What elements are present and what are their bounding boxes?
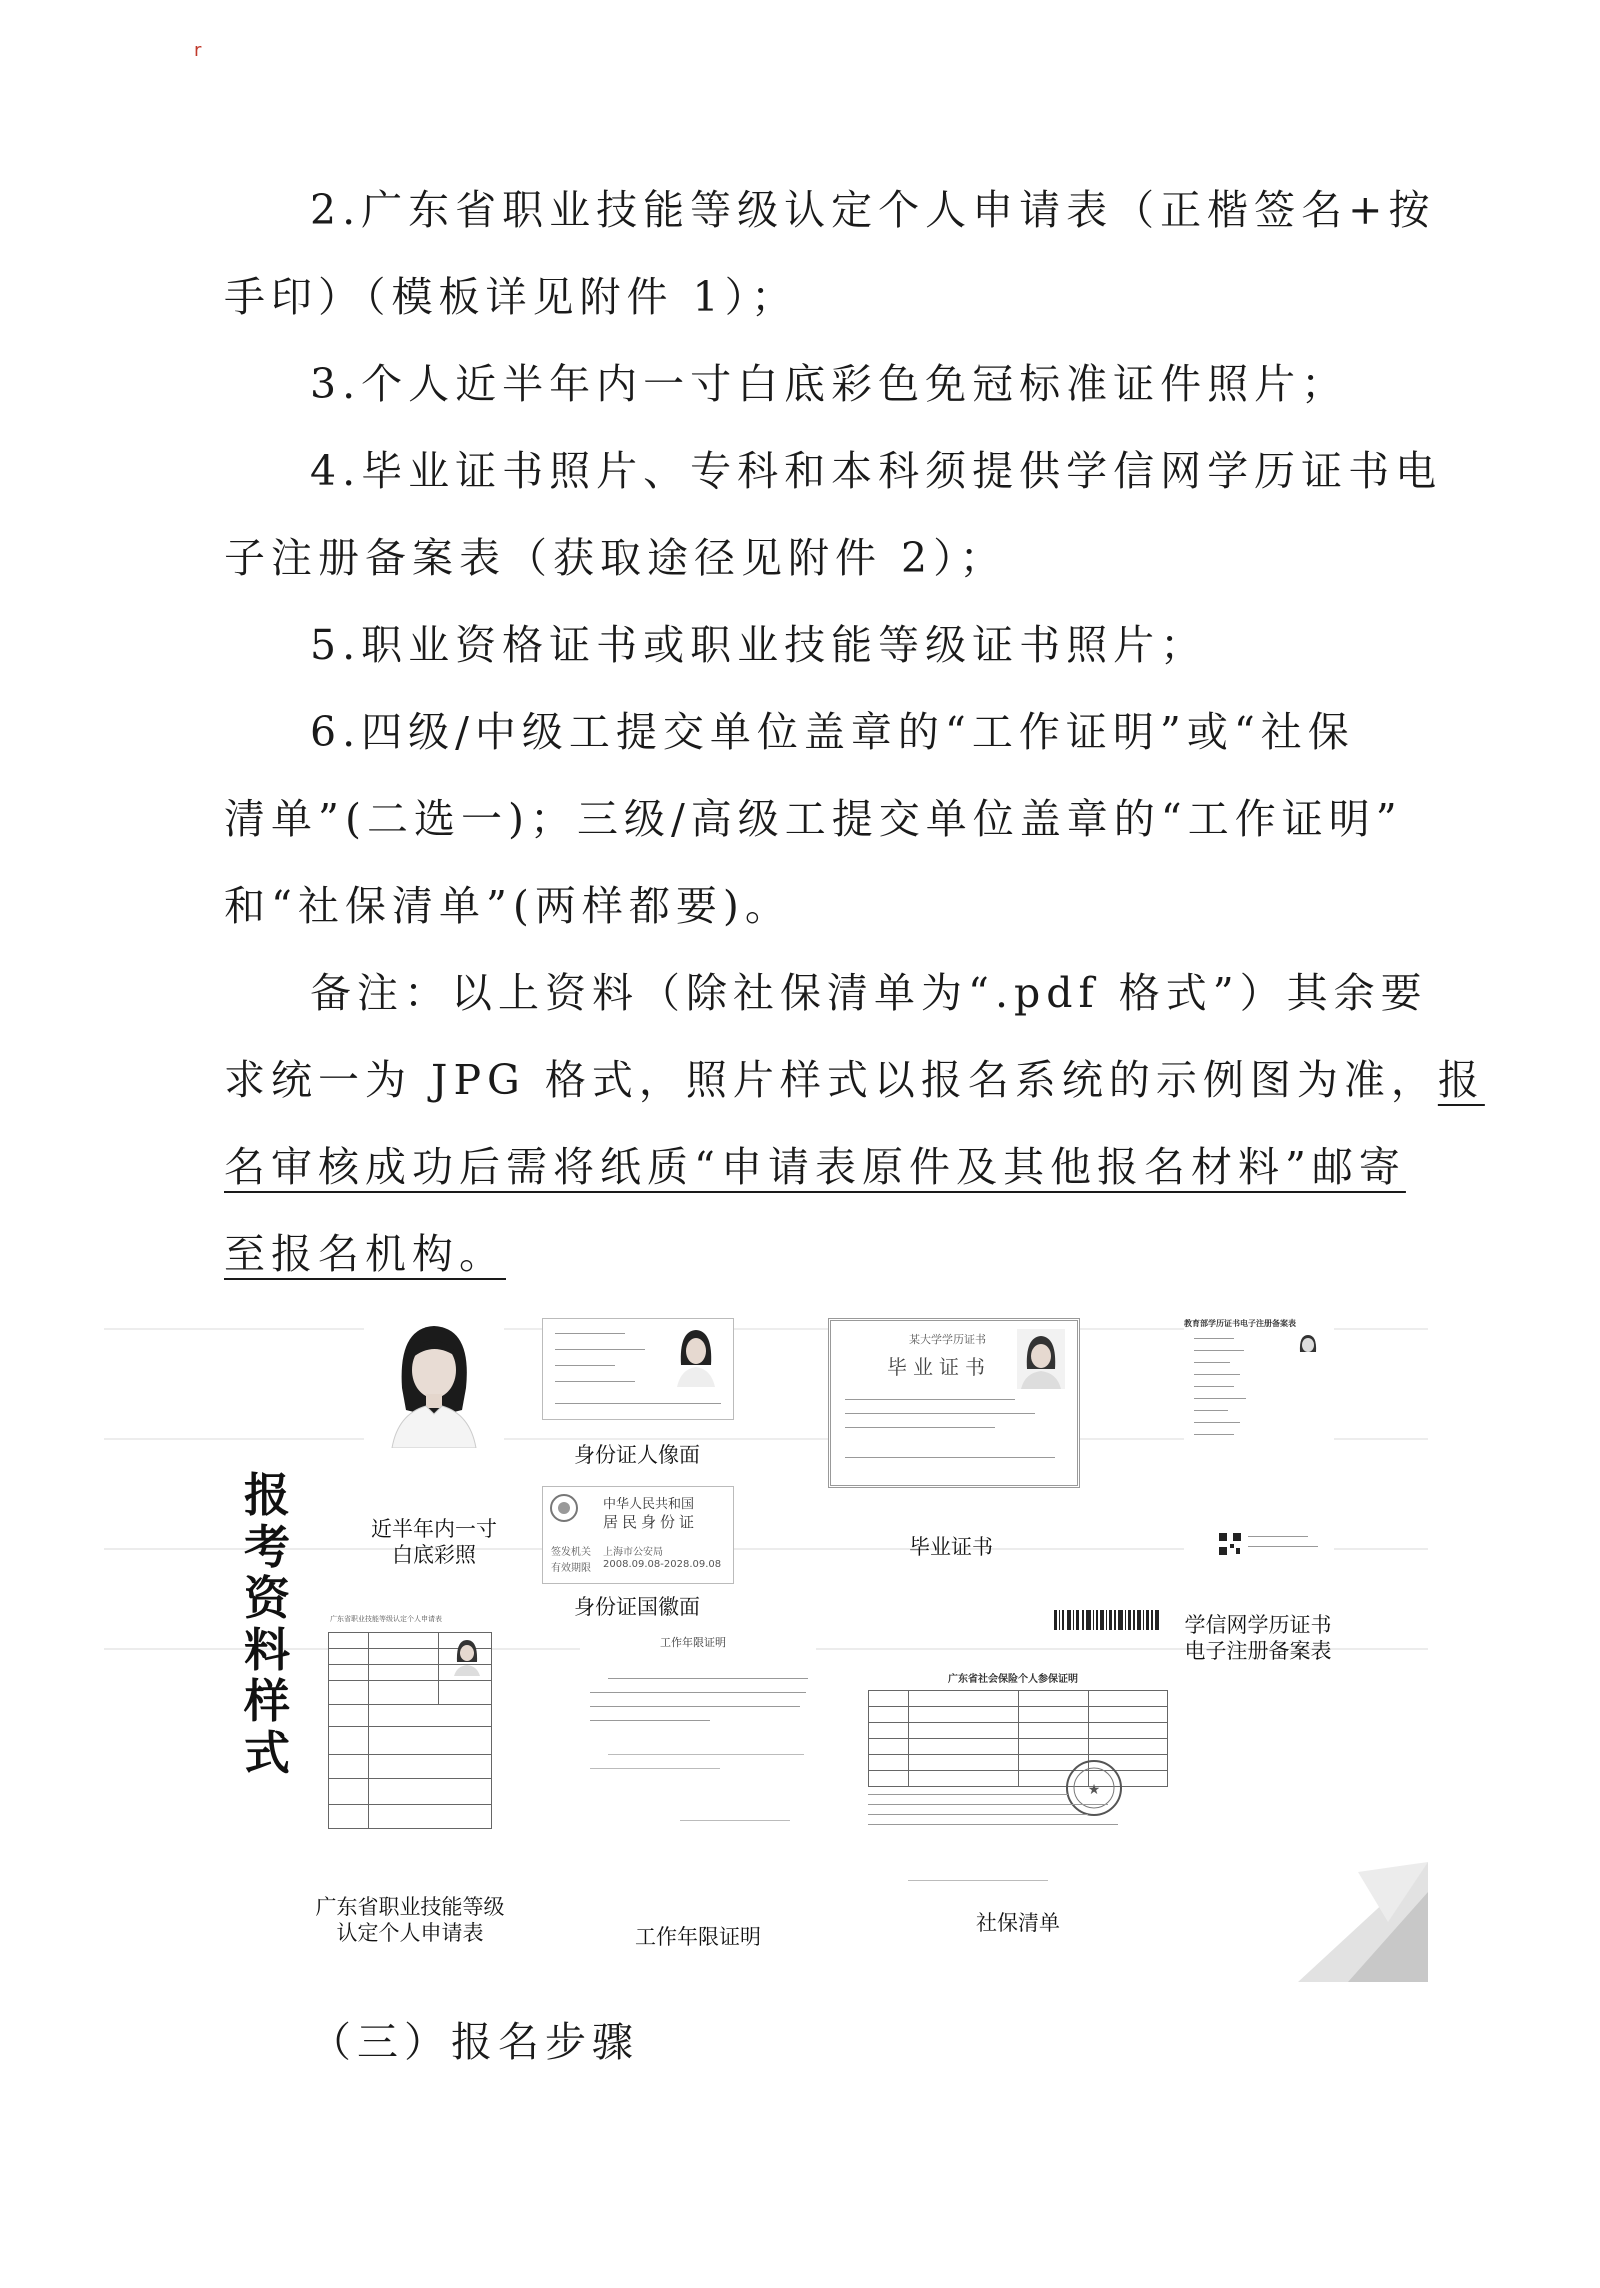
chsi-record (1184, 1318, 1334, 1588)
vtitle-char-1: 报 (244, 1468, 290, 1522)
vtitle-char-6: 式 (244, 1725, 290, 1780)
svg-text:★: ★ (1087, 1782, 1101, 1798)
id-card-front (542, 1318, 734, 1420)
item-6-line-2: 清单”(二选一)；三级/高级工提交单位盖章的“工作证明” (224, 795, 1403, 843)
note-line-3: 名审核成功后需将纸质“申请表原件及其他报名材料”邮寄 (224, 1143, 1406, 1191)
item-4-line-2: 子注册备案表（获取途径见附件 2）； (224, 534, 1007, 582)
note-line-2-underlined: 报 (1437, 1056, 1485, 1104)
vtitle-char-5: 样 (244, 1674, 290, 1729)
figure-vertical-title (238, 1470, 296, 1779)
id-back-country: 中华人民共和国 (603, 1497, 695, 1512)
corner-mark: r (194, 40, 202, 61)
caption-diploma: 毕业证书 (909, 1535, 993, 1559)
item-2-line-2: 手印）（模板详见附件 1）； (224, 273, 799, 321)
app-form-title: 广东省职业技能等级认定个人申请表 (330, 1615, 442, 1623)
item-5: 5.职业资格证书或职业技能等级证书照片； (310, 621, 1208, 669)
caption-photo-line-1: 近半年内一寸 (371, 1517, 497, 1541)
caption-chsi-line-1: 学信网学历证书 (1184, 1613, 1332, 1637)
caption-chsi-line-2: 电子注册备案表 (1184, 1639, 1332, 1664)
id-card-back (542, 1486, 734, 1584)
note-line-1: 备注：以上资料（除社保清单为“.pdf 格式”）其余要 (310, 969, 1428, 1017)
caption-id-front: 身份证人像面 (574, 1443, 700, 1467)
sample-materials-figure (224, 1318, 1428, 1982)
chsi-barcode (1054, 1610, 1162, 1630)
note-line-2-text: 求统一为 JPG 格式，照片样式以报名系统的示例图为准， (224, 1056, 1438, 1104)
item-3: 3.个人近半年内一寸白底彩色免冠标准证件照片； (310, 360, 1349, 408)
caption-id-back: 身份证国徽面 (574, 1595, 700, 1619)
caption-social-security: 社保清单 (976, 1911, 1060, 1935)
ss-title: 广东省社会保险个人参保证明 (948, 1674, 1078, 1685)
note-line-2 (224, 1056, 1485, 1104)
note-line-4: 至报名机构。 (224, 1230, 506, 1278)
application-form (328, 1614, 492, 1848)
step-heading: （三）报名步骤 (310, 2018, 639, 2066)
vtitle-char-2: 考 (244, 1519, 290, 1574)
diploma-card (828, 1318, 1080, 1488)
diploma-school: 某大学学历证书 (909, 1333, 986, 1346)
item-4-line-1: 4.毕业证书照片、专科和本科须提供学信网学历证书电 (310, 447, 1443, 495)
social-security-list (868, 1670, 1168, 1892)
chsi-qr-code (1218, 1532, 1242, 1556)
item-6-line-1: 6.四级/中级工提交单位盖章的“工作证明”或“社保 (310, 708, 1355, 756)
work-proof-title: 工作年限证明 (660, 1636, 726, 1649)
item-2-line-1: 2.广东省职业技能等级认定个人申请表（正楷签名+按 (310, 186, 1436, 234)
id-back-authority: 上海市公安局 (603, 1547, 663, 1558)
item-6-line-3: 和“社保清单”(两样都要)。 (224, 882, 792, 930)
id-back-card: 居民身份证 (603, 1513, 699, 1531)
caption-photo (344, 1516, 524, 1569)
chsi-title: 教育部学历证书电子注册备案表 (1184, 1319, 1296, 1328)
caption-chsi (1168, 1612, 1348, 1665)
portrait-photo (364, 1318, 504, 1448)
id-back-valid-label: 有效期限 (551, 1563, 591, 1574)
caption-application-line-2: 认定个人申请表 (336, 1921, 484, 1946)
vtitle-char-3: 资 (244, 1571, 290, 1626)
corner-decoration (1238, 1862, 1428, 1982)
work-proof-doc (580, 1634, 816, 1834)
id-back-authority-label: 签发机关 (551, 1547, 591, 1558)
diploma-title: 毕业证书 (887, 1355, 991, 1379)
ss-stamp (1064, 1758, 1124, 1818)
caption-photo-line-2: 白底彩照 (392, 1543, 476, 1568)
caption-application (294, 1894, 526, 1947)
vtitle-char-4: 料 (244, 1622, 290, 1677)
id-back-valid: 2008.09.08-2028.09.08 (603, 1559, 722, 1570)
caption-application-line-1: 广东省职业技能等级 (315, 1895, 505, 1919)
caption-work-proof: 工作年限证明 (635, 1925, 761, 1949)
